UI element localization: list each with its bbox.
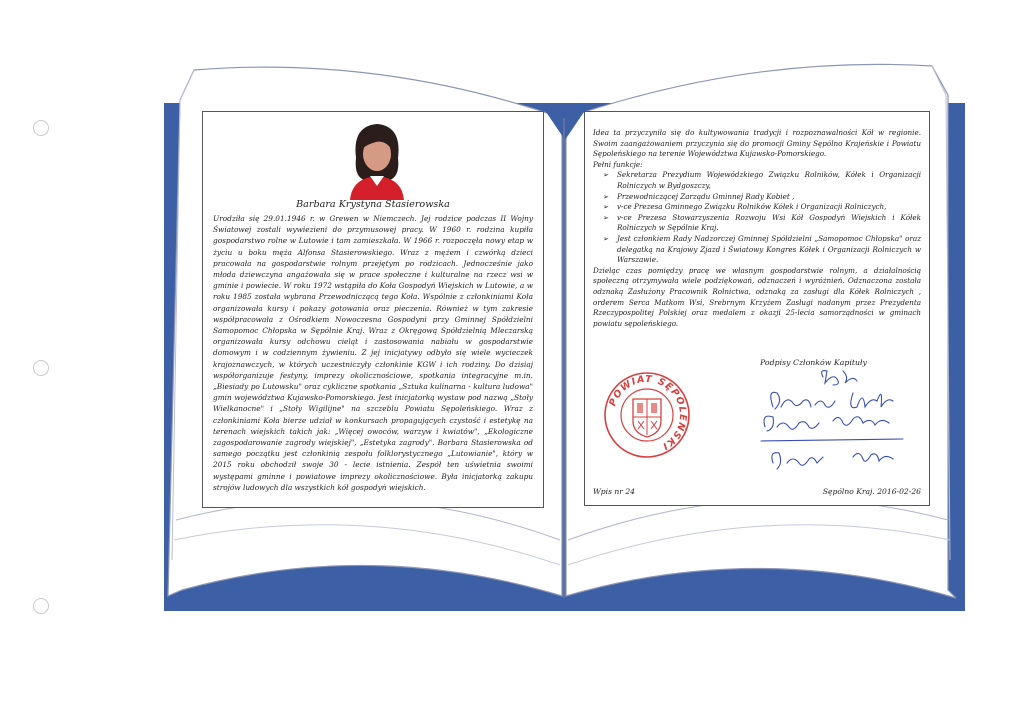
functions-list <box>593 170 921 265</box>
portrait-photo <box>346 118 408 200</box>
function-item: ➢ v-ce Prezesa Stowarzyszenia Rozwoju Wsi Kół Gospodyń Wiejskich i Kółek Rolniczych w Sępólnie Kraj. <box>593 213 921 234</box>
biography-paragraph: Urodziła się 29.01.1946 r. w Grewen w Niemczech. Jej rodzice podczas II Wojny Światowej zostali wywiezieni do przymusowej pracy. W 1960 r. rodzina kupiła gospodarstwo rolne w Lutowie i tam zamieszkała. W 1966 r. rozpoczęła nowy etap w życiu u boku męża Alfonsa Stasierowskiego. Wraz z mężem i czwórką dzieci pracowała na gospodarstwie rolnym przejętym po rodzicach. Jednocześnie jako młoda dziewczyna angażowała się w prace społeczne i kulturalne na rzecz wsi w gminie i powiecie. W roku 1972 wstąpiła do Koła Gospodyń Wiejskich w Lutowie, a w roku 1985 została wybrana Przewodniczącą tego Koła. Wspólnie z członkiniami Koła organizowała kursy i pokazy gotowania oraz pieczenia. Również w tym zakresie współpracowała z Ośrodkiem Nowoczesna Gospodyni przy Gminnej Spółdzielni Samopomoc Chłopska w Sępólnie Kraj. Wraz z Okręgową Spółdzielnią Mleczarską organizowała kursy odchowu cieląt i zastosowania nabiału w gospodarstwie domowym i w codziennym żywieniu. Z jej inicjatywy odbyło się wiele wycieczek krajoznawczych, w których uczestniczyły członkinie KGW i ich rodziny. Do dzisiaj współorganizuje festyny, imprezy okolicznościowe, spotkania integracyjne m.in. „Biesiady po Lutowsku" oraz cykliczne spotkania „Sztuka kulinarna - kultura ludowa" gmin województwa Kujawsko-Pomorskiego. Jest inicjatorką wystaw pod nazwą „Stoły Wielkanocne" i „Stoły Wigilijne" na szczeblu Powiatu Sępoleńskiego. Wraz z członkiniami Koła bierze udział w konkursach propagujących czystość i estetykę na terenach wiejskich takich jak: „Więcej owoców, warzyw i kwiatów", „Ekologiczne zagospodarowanie zagrody wiejskiej", „Estetyka zagrody". Barbara Stasierowska od samego początku jest członkinią zespołu folklorystycznego „Lutowianie", który w 2015 roku obchodził swoje 30 - lecie istnienia. Zespół ten uświetnia swoimi występami gminne i powiatowe imprezy okolicznościowe. Była inicjatorką zakupu strojów ludowych dla wszystkich kół gospodyń wiejskich. <box>213 214 533 492</box>
entry-number: Wpis nr 24 <box>593 487 636 496</box>
awards-paragraph: Dzieląc czas pomiędzy pracę we własnym gospodarstwie rolnym, a działalnością społeczną otrzymywała wiele podziękowań, odznaczeń i wyróżnień. Odznaczona została odznaką Zasłużony Pracownik Rolnictwa, odznaką za zasługi dla Kółek Rolniczych , orderem Serca Matkom Wsi, Srebrnym Krzyżem Zasługi nadanym przez Prezydenta Rzeczypospolitej Polskiej oraz medalem z okazji 25-lecia samorządności w gminach powiatu sępoleńskiego. <box>593 265 921 328</box>
intro-paragraph: Idea ta przyczyniła się do kultywowania tradycji i rozpoznawalności Kół w regionie. Swoim zaangażowaniem przyczynia się do promocji Gminy Sępólno Krajeńskie i Powiatu Sępoleńskiego na terenie Województwa Kujawsko-Pomorskiego. <box>593 128 921 159</box>
functions-heading: Pełni funkcje: <box>593 159 643 169</box>
handwritten-signatures <box>753 367 923 477</box>
signers-label: Podpisy Członków Kapituły <box>760 358 867 367</box>
function-item: ➢ Sekretarza Prezydium Wojewódzkiego Związku Rolników, Kółek i Organizacji Rolniczych w Bydgoszczy, <box>593 170 921 191</box>
place-and-date: Sępólno Kraj. 2016-02-26 <box>822 487 921 496</box>
county-seal-stamp <box>603 371 691 459</box>
seal-text: POWIAT SĘPOLEŃSKI <box>607 373 689 452</box>
function-item: ➢ v-ce Prezesa Gminnego Związku Rolników Kółek i Organizacji Rolniczych, <box>593 202 921 213</box>
right-page-text <box>593 128 921 329</box>
right-page <box>584 111 930 506</box>
person-name: Barbara Krystyna Stasierowska <box>296 199 450 210</box>
biography-text <box>213 213 533 493</box>
function-item: ➢ Jest członkiem Rady Nadzorczej Gminnej Spółdzielni „Samopomoc Chłopska" oraz delegatką na Krajowy Zjazd i Światowy Kongres Kółek i Organizacji Rolniczych w Warszawie. <box>593 234 921 266</box>
function-item: ➢ Przewodniczącej Zarządu Gminnej Rady Kobiet , <box>593 192 921 203</box>
left-page <box>202 111 544 508</box>
